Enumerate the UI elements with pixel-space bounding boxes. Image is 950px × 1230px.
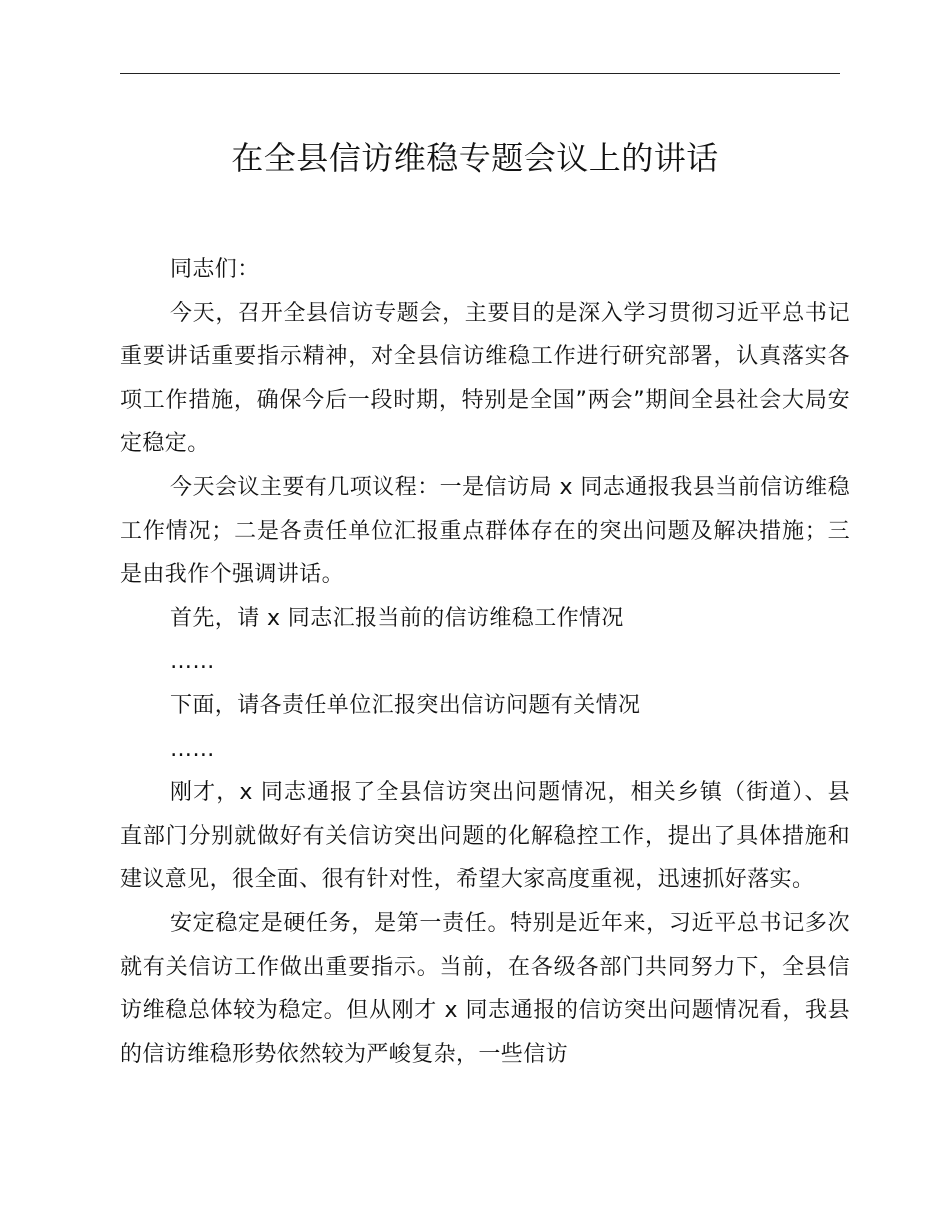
document-body xyxy=(120,248,850,1076)
agenda-paragraph: 今天会议主要有几项议程：一是信访局 x 同志通报我县当前信访维稳工作情况；二是各责任单位汇报重点群体存在的突出问题及解决措施；三是由我作个强调讲话。 xyxy=(120,474,850,588)
document-title: 在全县信访维稳专题会议上的讲话 xyxy=(231,139,719,177)
unit-report-paragraph: 下面，请各责任单位汇报突出信访问题有关情况 xyxy=(170,692,641,718)
first-report-paragraph: 首先，请 x 同志汇报当前的信访维稳工作情况 xyxy=(170,605,624,631)
summary-paragraph: 刚才，x 同志通报了全县信访突出问题情况，相关乡镇（街道）、县直部门分别就做好有关信访突出问题的化解稳控工作，提出了具体措施和建议意见，很全面、很有针对性，希望大家高度重视，迅速抓好落实。 xyxy=(120,780,850,893)
ellipsis-paragraph-2: …… xyxy=(170,736,215,762)
stability-paragraph: 安定稳定是硬任务，是第一责任。特别是近年来，习近平总书记多次就有关信访工作做出重要指示。当前，在各级各部门共同努力下，全县信访维稳总体较为稳定。但从刚才 x 同志通报的信访突出问题情况看，我县的信访维稳形势依然较为严峻复杂，一些信访 xyxy=(120,910,850,1067)
header-rule xyxy=(120,73,840,74)
salutation-paragraph: 同志们： xyxy=(170,257,260,282)
ellipsis-paragraph-1: …… xyxy=(170,649,215,675)
intro-paragraph: 今天，召开全县信访专题会，主要目的是深入学习贯彻习近平总书记重要讲话重要指示精神，对全县信访维稳工作进行研究部署，认真落实各项工作措施，确保今后一段时期，特别是全国”两会”期间全县社会大局安定稳定。 xyxy=(120,300,850,457)
